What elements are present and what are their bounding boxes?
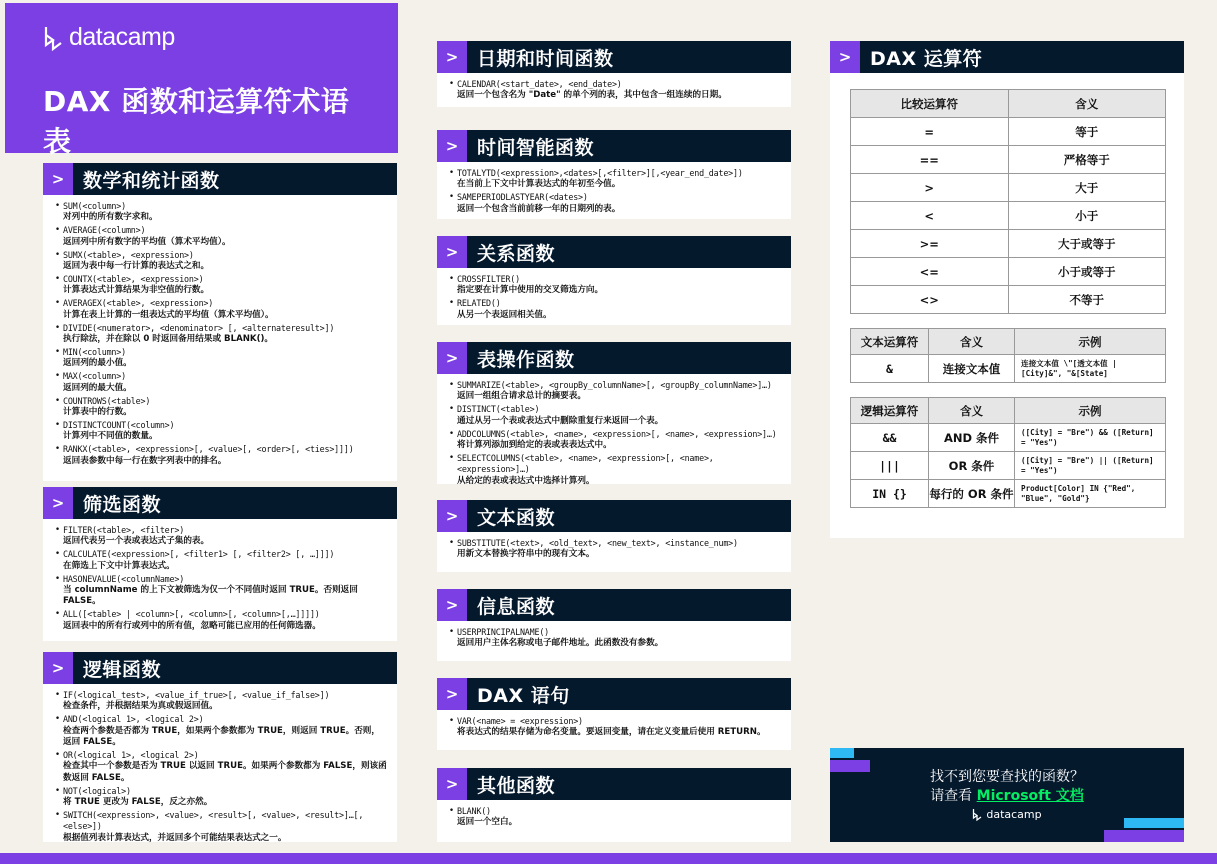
function-item xyxy=(449,806,781,829)
function-item xyxy=(55,690,387,713)
function-signature: CALENDAR(<start_date>, <end_date>) xyxy=(457,79,622,89)
function-description: 将计算列添加到给定的表或表表达式中。 xyxy=(457,440,612,451)
function-description: 将 TRUE 更改为 FALSE，反之亦然。 xyxy=(63,797,213,808)
function-description: 检查条件，并根据结果为真或假返回值。 xyxy=(63,701,218,712)
section-filter xyxy=(43,487,397,641)
function-description: 计算表中的行数。 xyxy=(63,406,132,417)
comparison-operator-table xyxy=(850,89,1166,314)
section-title: 关系函数 xyxy=(477,242,556,265)
function-text xyxy=(457,429,781,452)
function-text xyxy=(63,250,387,273)
function-text xyxy=(457,380,781,403)
section-relationship xyxy=(437,236,791,325)
brand-name: datacamp xyxy=(69,23,175,51)
promo-prefix: 请查看 xyxy=(930,788,977,804)
function-item xyxy=(449,404,781,427)
function-list xyxy=(437,73,791,109)
function-description: 返回表参数中每一行在数字列表中的排名。 xyxy=(63,455,227,466)
table-cell: == xyxy=(851,146,1009,174)
table-header: 含义 xyxy=(1008,90,1166,118)
bullet-icon: • xyxy=(449,428,455,439)
table-row xyxy=(851,230,1166,258)
hero-banner xyxy=(5,3,398,158)
bullet-icon: • xyxy=(55,371,61,382)
function-text xyxy=(63,298,387,321)
function-list xyxy=(437,710,791,746)
function-text xyxy=(457,806,781,829)
promo-logo xyxy=(830,808,1184,821)
bullet-icon: • xyxy=(449,192,455,203)
function-signature: SUMMARIZE(<table>, <groupBy_columnName>[, <groupBy_columnName>]…) xyxy=(457,380,772,390)
function-item xyxy=(55,274,387,297)
bullet-icon: • xyxy=(449,627,455,637)
function-list xyxy=(43,195,397,474)
section-header xyxy=(437,342,791,374)
chevron-right-icon: > xyxy=(437,130,467,162)
function-signature: VAR(<name> = <expression>) xyxy=(457,716,583,726)
datacamp-logo-icon xyxy=(43,25,63,51)
function-description: 返回为表中每一行计算的表达式之和。 xyxy=(63,261,210,272)
function-text xyxy=(457,627,781,650)
function-text xyxy=(457,168,781,191)
section-header xyxy=(437,678,791,710)
function-description: 执行除法，并在除以 0 时返回备用结果或 BLANK()。 xyxy=(63,333,274,344)
function-description: 通过从另一个表或表达式中删除重复行来返回一个表。 xyxy=(457,415,664,426)
function-item xyxy=(55,225,387,248)
bullet-icon: • xyxy=(55,201,61,211)
datacamp-logo-icon xyxy=(972,808,982,821)
function-signature: COUNTROWS(<table>) xyxy=(63,395,151,406)
function-item xyxy=(449,168,781,191)
function-description: 当 columnName 的上下文被筛选为仅一个不同值时返回 TRUE。否则返回 FALSE。 xyxy=(63,585,358,607)
function-signature: ADDCOLUMNS(<table>, <name>, <expression>[, <name>, <expression>]…) xyxy=(457,428,777,439)
function-signature: DISTINCT(<table>) xyxy=(457,404,540,415)
section-header xyxy=(437,589,791,621)
section-header xyxy=(437,768,791,800)
function-description: 将表达式的结果存储为命名变量。要返回变量，请在定义变量后使用 RETURN。 xyxy=(457,727,766,738)
section-header xyxy=(437,236,791,268)
function-item xyxy=(55,201,387,224)
function-list xyxy=(43,684,397,852)
section-title: 逻辑函数 xyxy=(83,658,162,681)
function-text xyxy=(63,371,387,394)
bullet-icon: • xyxy=(449,298,455,309)
chevron-right-icon: > xyxy=(437,500,467,532)
function-item xyxy=(449,274,781,297)
function-signature: RANKX(<table>, <expression>[, <value>[, <order>[, <ties>]]]) xyxy=(63,444,354,455)
function-description: 根据值列表计算表达式，并返回多个可能结果表达式之一。 xyxy=(63,832,287,843)
table-header: 示例 xyxy=(1015,398,1166,424)
datacamp-logo xyxy=(43,23,360,52)
chevron-right-icon: > xyxy=(437,678,467,710)
section-logic xyxy=(43,652,397,842)
function-text xyxy=(63,690,387,713)
table-cell: >= xyxy=(851,230,1009,258)
function-signature: ALL([<table> | <column>[, <column>[, <column>[,…]]]]) xyxy=(63,609,320,620)
bullet-icon: • xyxy=(55,573,61,584)
bullet-icon: • xyxy=(449,274,455,284)
section-date xyxy=(437,41,791,107)
function-description: 返回列的最大值。 xyxy=(63,382,132,393)
function-list xyxy=(437,800,791,836)
function-description: 用新文本替换字符串中的现有文本。 xyxy=(457,549,595,560)
function-description: 计算表达式计算结果为非空值的行数。 xyxy=(63,285,210,296)
table-cell: <= xyxy=(851,258,1009,286)
chevron-right-icon: > xyxy=(43,163,73,195)
function-list xyxy=(437,268,791,329)
function-signature: MAX(<column>) xyxy=(63,371,126,382)
bullet-icon: • xyxy=(55,525,61,535)
function-list xyxy=(437,621,791,657)
function-signature: SUBSTITUTE(<text>, <old_text>, <new_text>, <instance_num>) xyxy=(457,538,738,548)
function-item xyxy=(449,453,781,487)
table-cell: && xyxy=(851,424,929,452)
section-title: DAX 语句 xyxy=(477,684,570,707)
table-row xyxy=(851,424,1166,452)
section-title: DAX 运算符 xyxy=(870,47,983,70)
function-text xyxy=(63,750,387,784)
function-text xyxy=(457,716,781,739)
function-text xyxy=(63,609,387,632)
table-cell: > xyxy=(851,174,1009,202)
text-operator-table xyxy=(850,328,1166,383)
section-header xyxy=(830,41,1184,73)
function-text xyxy=(63,786,387,809)
section-header xyxy=(43,163,397,195)
page-title: DAX 函数和运算符术语表 xyxy=(43,85,350,158)
function-signature: SUMX(<table>, <expression>) xyxy=(63,249,194,260)
table-row xyxy=(851,174,1166,202)
bullet-icon: • xyxy=(55,419,61,430)
function-item xyxy=(55,444,387,467)
function-list xyxy=(43,519,397,640)
function-item xyxy=(449,716,781,739)
table-cell: OR 条件 xyxy=(929,452,1015,480)
function-description: 计算列中不同值的数量。 xyxy=(63,431,158,442)
function-description: 返回列中所有数字的平均值（算术平均值）。 xyxy=(63,236,231,247)
chevron-right-icon: > xyxy=(437,589,467,621)
function-signature: NOT(<logical>) xyxy=(63,785,131,796)
logic-operator-table xyxy=(850,397,1166,508)
function-signature: IF(<logical_test>, <value_if_true>[, <value_if_false>]) xyxy=(63,690,330,700)
bullet-icon: • xyxy=(55,444,61,455)
function-text xyxy=(63,201,387,224)
chevron-right-icon: > xyxy=(830,41,860,73)
function-signature: HASONEVALUE(<columnName>) xyxy=(63,573,185,584)
section-title: 文本函数 xyxy=(477,506,556,529)
function-item xyxy=(55,714,387,748)
function-description: 返回表中的所有行或列中的所有值，忽略可能已应用的任何筛选器。 xyxy=(63,620,321,631)
table-cell: Product[Color] IN {"Red", "Blue", "Gold"} xyxy=(1015,480,1166,508)
function-signature: TOTALYTD(<expression>,<dates>[,<filter>][,<year_end_date>]) xyxy=(457,168,743,178)
function-signature: SUM(<column>) xyxy=(63,201,126,211)
function-description: 计算在表上计算的一组表达式的平均值（算术平均值）。 xyxy=(63,309,274,320)
section-table-ops xyxy=(437,342,791,484)
function-description: 在当前上下文中计算表达式的年初至今值。 xyxy=(457,179,621,190)
function-text xyxy=(63,420,387,443)
function-text xyxy=(457,79,781,102)
bullet-icon: • xyxy=(449,716,455,726)
function-item xyxy=(55,786,387,809)
function-item xyxy=(55,574,387,608)
function-description: 在筛选上下文中计算表达式。 xyxy=(63,560,175,571)
table-header: 含义 xyxy=(929,329,1015,355)
function-description: 返回列的最小值。 xyxy=(63,358,132,369)
function-signature: AVERAGE(<column>) xyxy=(63,225,146,236)
bullet-icon: • xyxy=(55,346,61,357)
function-item xyxy=(449,192,781,215)
table-cell: 不等于 xyxy=(1008,286,1166,314)
table-cell: & xyxy=(851,355,929,383)
function-item xyxy=(449,627,781,650)
section-other xyxy=(437,768,791,842)
table-row xyxy=(851,480,1166,508)
function-signature: DISTINCTCOUNT(<column>) xyxy=(63,419,175,430)
section-title: 筛选函数 xyxy=(83,493,162,516)
section-dax-syntax xyxy=(437,678,791,750)
chevron-right-icon: > xyxy=(43,652,73,684)
section-title: 数学和统计函数 xyxy=(83,169,220,192)
function-text xyxy=(63,396,387,419)
function-item xyxy=(55,250,387,273)
function-signature: SWITCH(<expression>, <value>, <result>[, <value>, <result>]…[, <else>]) xyxy=(63,810,364,832)
function-item xyxy=(449,380,781,403)
function-description: 对列中的所有数字求和。 xyxy=(63,212,158,223)
function-item xyxy=(449,79,781,102)
chevron-right-icon: > xyxy=(437,41,467,73)
function-text xyxy=(63,347,387,370)
bullet-icon: • xyxy=(449,79,455,89)
table-row xyxy=(851,146,1166,174)
table-row xyxy=(851,452,1166,480)
function-text xyxy=(457,192,781,215)
function-description: 检查两个参数是否都为 TRUE，如果两个参数都为 TRUE，则返回 TRUE。否则，返回 FALSE。 xyxy=(63,725,380,748)
section-time-intelligence xyxy=(437,130,791,219)
table-cell: 大于 xyxy=(1008,174,1166,202)
section-operators xyxy=(830,41,1184,538)
function-text xyxy=(63,525,387,548)
bullet-icon: • xyxy=(449,452,455,463)
function-text xyxy=(63,444,387,467)
bullet-icon: • xyxy=(449,806,455,816)
function-item xyxy=(55,810,387,844)
decorative-stripes xyxy=(1104,818,1184,842)
function-list xyxy=(437,532,791,568)
function-text xyxy=(457,453,781,487)
table-cell: 连接文本值 \"[透文本值 | [City]&", "&[State] xyxy=(1015,355,1166,383)
function-description: 返回用户主体名称或电子邮件地址。此函数没有参数。 xyxy=(457,638,664,649)
table-cell: = xyxy=(851,118,1009,146)
function-text xyxy=(457,404,781,427)
section-header xyxy=(43,652,397,684)
table-cell: 小于 xyxy=(1008,202,1166,230)
function-item xyxy=(449,538,781,561)
chevron-right-icon: > xyxy=(437,768,467,800)
function-signature: DIVIDE(<numerator>, <denominator> [, <alternateresult>]) xyxy=(63,322,335,333)
bullet-icon: • xyxy=(55,549,61,560)
promo-logo-text: datacamp xyxy=(986,808,1042,821)
function-text xyxy=(63,714,387,748)
bullet-icon: • xyxy=(55,785,61,796)
microsoft-docs-link[interactable]: Microsoft 文档 xyxy=(976,788,1084,804)
table-cell: 每行的 OR 条件 xyxy=(929,480,1015,508)
function-text xyxy=(63,225,387,248)
bullet-icon: • xyxy=(55,690,61,700)
table-row xyxy=(851,355,1166,383)
table-cell: 大于或等于 xyxy=(1008,230,1166,258)
function-description: 返回一个包含当前前移一年的日期列的表。 xyxy=(457,203,621,214)
section-title: 时间智能函数 xyxy=(477,136,595,159)
section-title: 表操作函数 xyxy=(477,348,575,371)
table-cell: IN {} xyxy=(851,480,929,508)
function-signature: SELECTCOLUMNS(<table>, <name>, <expression>[, <name>, <expression>]…) xyxy=(457,452,714,475)
function-signature: BLANK() xyxy=(457,806,491,816)
function-item xyxy=(449,298,781,321)
chevron-right-icon: > xyxy=(437,342,467,374)
function-item xyxy=(55,525,387,548)
function-text xyxy=(63,810,387,844)
section-header xyxy=(437,130,791,162)
bullet-icon: • xyxy=(55,298,61,309)
section-title: 信息函数 xyxy=(477,595,556,618)
table-cell: 严格等于 xyxy=(1008,146,1166,174)
bottom-accent-bar xyxy=(0,853,1217,864)
function-item xyxy=(55,549,387,572)
bullet-icon: • xyxy=(449,404,455,415)
function-signature: RELATED() xyxy=(457,298,501,309)
table-cell: 连接文本值 xyxy=(929,355,1015,383)
function-signature: USERPRINCIPALNAME() xyxy=(457,627,550,637)
section-title: 日期和时间函数 xyxy=(477,47,614,70)
docs-promo-banner xyxy=(830,748,1184,842)
function-description: 从另一个表返回相关值。 xyxy=(457,309,552,320)
chevron-right-icon: > xyxy=(437,236,467,268)
function-item xyxy=(55,750,387,784)
bullet-icon: • xyxy=(449,380,455,390)
bullet-icon: • xyxy=(55,273,61,284)
section-header xyxy=(437,41,791,73)
bullet-icon: • xyxy=(55,714,61,725)
function-signature: SAMEPERIODLASTYEAR(<dates>) xyxy=(457,192,588,203)
function-item xyxy=(55,396,387,419)
function-item xyxy=(55,609,387,632)
function-list xyxy=(437,162,791,223)
function-list xyxy=(437,374,791,495)
function-item xyxy=(55,420,387,443)
function-text xyxy=(457,538,781,561)
promo-line-2 xyxy=(830,785,1184,805)
function-item xyxy=(55,298,387,321)
function-description: 从给定的表或表达式中选择计算列。 xyxy=(457,475,595,486)
bullet-icon: • xyxy=(449,168,455,178)
table-cell: ||| xyxy=(851,452,929,480)
function-text xyxy=(63,274,387,297)
table-header: 含义 xyxy=(929,398,1015,424)
bullet-icon: • xyxy=(449,538,455,548)
section-header xyxy=(437,500,791,532)
bullet-icon: • xyxy=(55,750,61,761)
function-item xyxy=(55,347,387,370)
section-header xyxy=(43,487,397,519)
function-description: 返回代表另一个表或表达式子集的表。 xyxy=(63,536,210,547)
table-row xyxy=(851,118,1166,146)
table-row xyxy=(851,286,1166,314)
table-cell: AND 条件 xyxy=(929,424,1015,452)
function-signature: CALCULATE(<expression>[, <filter1> [, <filter2> [, …]]]) xyxy=(63,549,335,560)
function-description: 返回一组组合请求总计的摘要表。 xyxy=(457,391,586,402)
function-text xyxy=(457,298,781,321)
function-description: 返回一个包含名为 "Date" 的单个列的表，其中包含一组连续的日期。 xyxy=(457,90,727,101)
function-text xyxy=(63,574,387,608)
function-signature: OR(<logical 1>, <logical 2>) xyxy=(63,750,199,761)
section-text xyxy=(437,500,791,572)
table-row xyxy=(851,202,1166,230)
function-signature: AVERAGEX(<table>, <expression>) xyxy=(63,298,214,309)
function-description: 检查其中一个参数是否为 TRUE 以返回 TRUE。如果两个参数都为 FALSE，则该函数返回 FALSE。 xyxy=(63,761,387,783)
table-cell: ([City] = "Bre") && ([Return] = "Yes") xyxy=(1015,424,1166,452)
function-signature: FILTER(<table>, <filter>) xyxy=(63,525,185,535)
chevron-right-icon: > xyxy=(43,487,73,519)
function-signature: MIN(<column>) xyxy=(63,346,126,357)
bullet-icon: • xyxy=(55,225,61,236)
section-info xyxy=(437,589,791,661)
section-math xyxy=(43,163,397,481)
function-text xyxy=(63,323,387,346)
table-cell: ([City] = "Bre") || ([Return] = "Yes") xyxy=(1015,452,1166,480)
bullet-icon: • xyxy=(55,249,61,260)
table-header: 比较运算符 xyxy=(851,90,1009,118)
bullet-icon: • xyxy=(55,810,61,821)
bullet-icon: • xyxy=(55,609,61,620)
function-signature: COUNTX(<table>, <expression>) xyxy=(63,273,204,284)
table-row xyxy=(851,258,1166,286)
promo-line-1: 找不到您要查找的函数？ xyxy=(930,769,1084,785)
table-cell: <> xyxy=(851,286,1009,314)
table-header: 逻辑运算符 xyxy=(851,398,929,424)
bullet-icon: • xyxy=(55,395,61,406)
table-header: 示例 xyxy=(1015,329,1166,355)
function-signature: CROSSFILTER() xyxy=(457,274,520,284)
function-item xyxy=(55,371,387,394)
table-cell: 小于或等于 xyxy=(1008,258,1166,286)
function-item xyxy=(55,323,387,346)
table-cell: 等于 xyxy=(1008,118,1166,146)
table-header: 文本运算符 xyxy=(851,329,929,355)
bullet-icon: • xyxy=(55,322,61,333)
section-title: 其他函数 xyxy=(477,774,556,797)
function-description: 返回一个空白。 xyxy=(457,817,518,828)
function-text xyxy=(457,274,781,297)
function-description: 指定要在计算中使用的交叉筛选方向。 xyxy=(457,285,604,296)
function-signature: AND(<logical 1>, <logical 2>) xyxy=(63,714,204,725)
table-cell: < xyxy=(851,202,1009,230)
function-item xyxy=(449,429,781,452)
function-text xyxy=(63,549,387,572)
